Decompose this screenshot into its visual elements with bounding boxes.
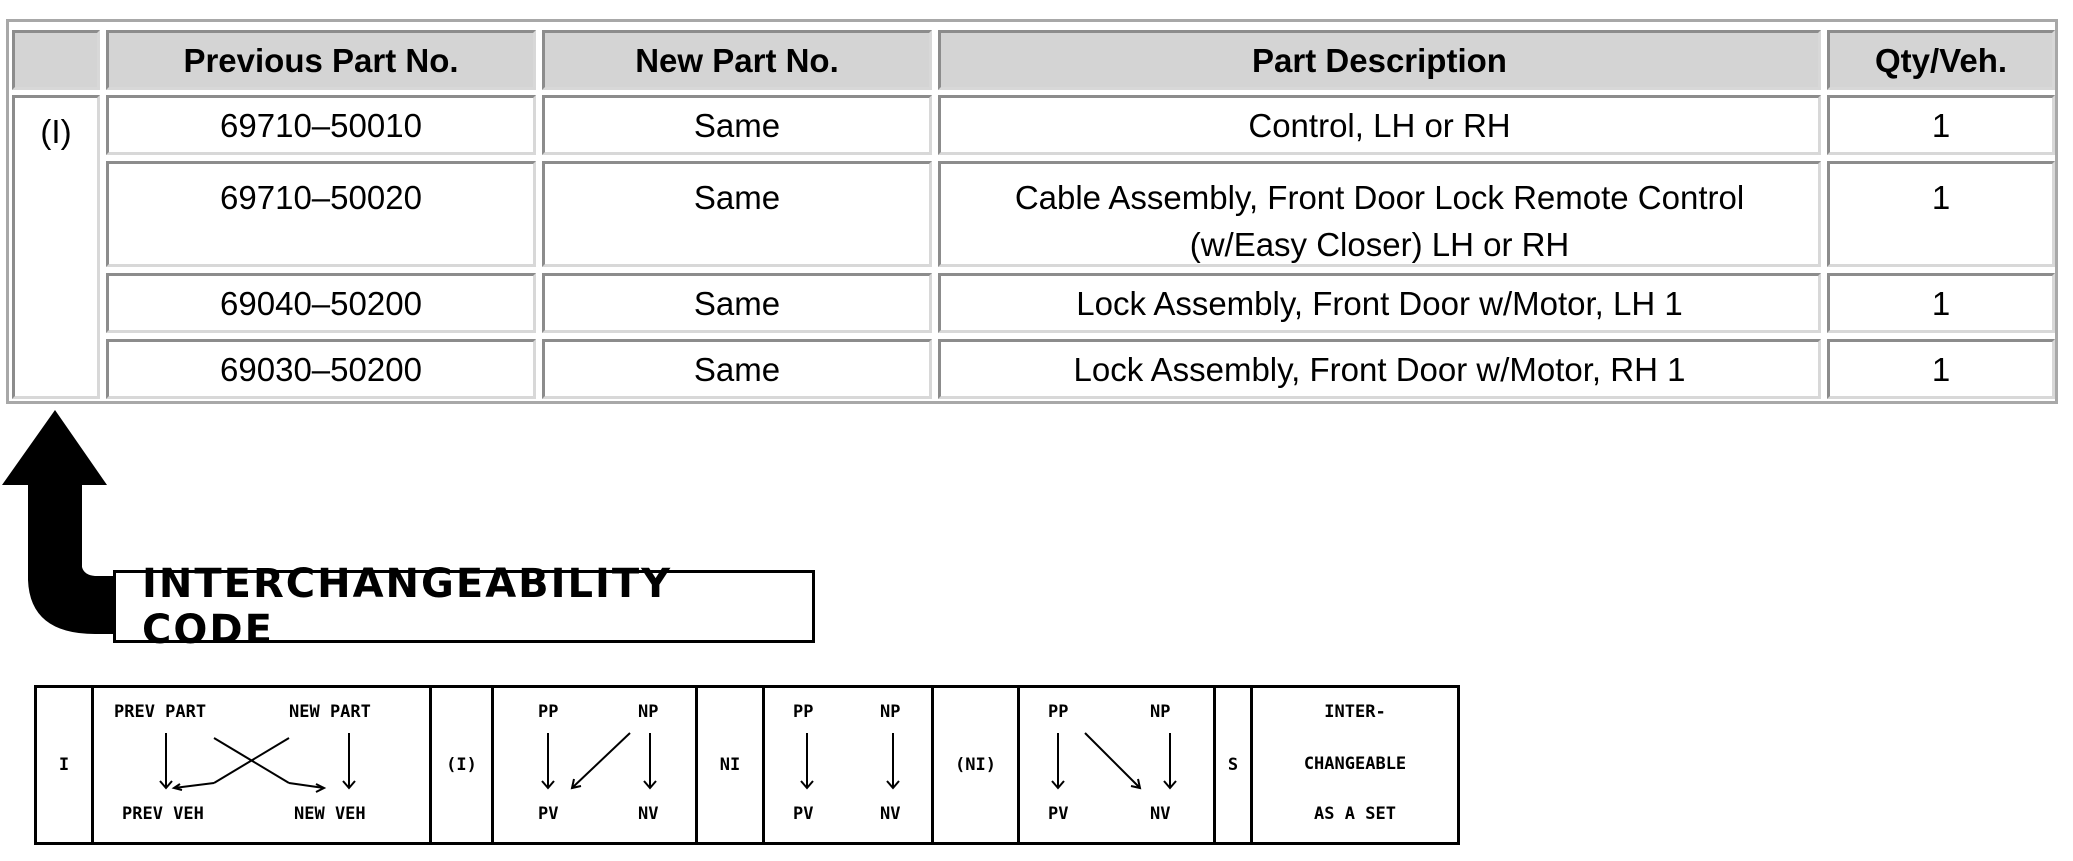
legend-s-line-2: CHANGEABLE (1303, 754, 1407, 774)
table-row-3-new-part: Same (542, 273, 932, 333)
table-row-1-description: Control, LH or RH (938, 95, 1821, 155)
legend-paren-i-arrows-icon (494, 688, 698, 842)
legend-paren-ni-pv: PV (1048, 804, 1069, 824)
interchangeability-legend (34, 685, 1460, 845)
legend-code-ni (698, 688, 765, 842)
legend-code-paren-i-label: (I) (446, 755, 477, 775)
legend-code-paren-ni (934, 688, 1020, 842)
table-row-3-prev-part: 69040–50200 (106, 273, 536, 333)
legend-i-new-part: NEW PART (289, 702, 371, 722)
header-code (12, 30, 100, 90)
legend-paren-ni-np: NP (1150, 702, 1171, 722)
legend-paren-i-np: NP (638, 702, 659, 722)
legend-code-s-label: S (1227, 755, 1239, 775)
legend-code-paren-i (432, 688, 494, 842)
legend-ni-np: NP (880, 702, 901, 722)
table-row-1-new-part: Same (542, 95, 932, 155)
legend-s-line-3: AS A SET (1314, 804, 1396, 824)
legend-paren-i-pv: PV (538, 804, 559, 824)
legend-ni-pv: PV (793, 804, 814, 824)
legend-ni-nv: NV (880, 804, 901, 824)
legend-diagram-paren-ni (1020, 688, 1216, 842)
interchange-code-cell: (I) (12, 95, 100, 399)
legend-ni-pp: PP (793, 702, 814, 722)
legend-diagram-paren-i (494, 688, 698, 842)
table-row-4-description: Lock Assembly, Front Door w/Motor, RH 1 (938, 339, 1821, 399)
header-part-description: Part Description (938, 30, 1821, 90)
legend-paren-ni-nv: NV (1150, 804, 1171, 824)
table-row-1-qty: 1 (1827, 95, 2055, 155)
legend-i-new-veh: NEW VEH (294, 804, 366, 824)
legend-diagram-ni (765, 688, 934, 842)
legend-i-arrows-icon (94, 688, 432, 842)
header-new-part: New Part No. (542, 30, 932, 90)
table-row-3-qty: 1 (1827, 273, 2055, 333)
table-row-4-prev-part: 69030–50200 (106, 339, 536, 399)
legend-ni-arrows-icon (765, 688, 934, 842)
legend-paren-i-nv: NV (638, 804, 659, 824)
table-row-2-new-part: Same (542, 161, 932, 267)
legend-code-i-label: I (58, 755, 70, 775)
header-previous-part: Previous Part No. (106, 30, 536, 90)
legend-paren-ni-arrows-icon (1020, 688, 1216, 842)
header-qty-per-vehicle: Qty/Veh. (1827, 30, 2055, 90)
table-row-2-prev-part: 69710–50020 (106, 161, 536, 267)
legend-paren-ni-pp: PP (1048, 702, 1069, 722)
table-row-4-new-part: Same (542, 339, 932, 399)
legend-code-paren-ni-label: (NI) (955, 755, 996, 775)
table-row-4-qty: 1 (1827, 339, 2055, 399)
legend-code-ni-label: NI (719, 755, 741, 775)
table-row-1-prev-part: 69710–50010 (106, 95, 536, 155)
legend-s-line-1: INTER- (1324, 702, 1386, 722)
table-row-2-description: Cable Assembly, Front Door Lock Remote Control (w/Easy Closer) LH or RH (938, 161, 1821, 267)
legend-paren-i-pp: PP (538, 702, 559, 722)
table-row-3-description: Lock Assembly, Front Door w/Motor, LH 1 (938, 273, 1821, 333)
legend-code-i (37, 688, 94, 842)
table-row-2-qty: 1 (1827, 161, 2055, 267)
parts-table (6, 19, 2058, 404)
legend-i-prev-veh: PREV VEH (122, 804, 204, 824)
legend-diagram-s (1253, 688, 1457, 842)
legend-i-prev-part: PREV PART (114, 702, 207, 722)
legend-code-s (1216, 688, 1253, 842)
legend-diagram-i (94, 688, 432, 842)
interchangeability-code-label: INTERCHANGEABILITY CODE (113, 570, 815, 643)
